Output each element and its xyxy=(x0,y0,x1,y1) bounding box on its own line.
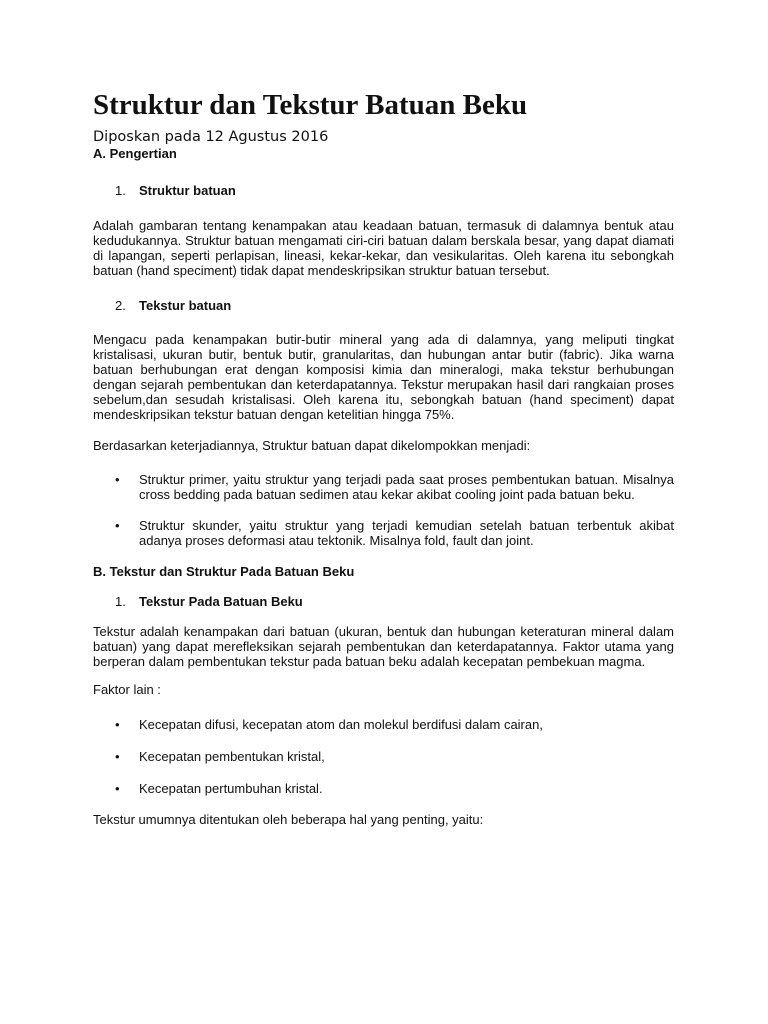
paragraph-tekstur-ditentukan: Tekstur umumnya ditentukan oleh beberapa hal yang penting, yaitu: xyxy=(93,812,484,827)
bullet-icon: • xyxy=(115,749,120,764)
paragraph-struktur: Adalah gambaran tentang kenampakan atau keadaan batuan, termasuk di dalamnya bentuk atau kedudukannya. Struktur batuan mengamati ciri-ciri batuan dalam berskala besar, yang dapat diamati di lapangan, seperti perlapisan, lineasi, kekar-kekar, dan vesikularitas. Oleh karena itu sebongkah batuan (hand speciment) tidak dapat mendeskripsikan struktur batuan tersebut. xyxy=(93,218,674,278)
bullet-list-faktor xyxy=(93,717,674,796)
section-b-heading: B. Tekstur dan Struktur Pada Batuan Beku xyxy=(93,564,355,579)
section-a-heading: A. Pengertian xyxy=(93,146,177,161)
numbered-item-tekstur-beku xyxy=(93,594,674,610)
list-item: • Kecepatan difusi, kecepatan atom dan molekul berdifusi dalam cairan, xyxy=(93,717,674,732)
bullet-icon: • xyxy=(115,472,120,487)
list-item: • Kecepatan pembentukan kristal, xyxy=(93,749,674,764)
list-item: • Kecepatan pertumbuhan kristal. xyxy=(93,781,674,796)
post-date: Diposkan pada 12 Agustus 2016 xyxy=(93,129,329,145)
numbered-item-tekstur xyxy=(93,298,674,314)
list-item: • Struktur skunder, yaitu struktur yang terjadi kemudian setelah batuan terbentuk akibat adanya proses deformasi atau tektonik. Misalnya fold, fault dan joint. xyxy=(93,518,674,548)
bullet-icon: • xyxy=(115,781,120,796)
numbered-item-struktur xyxy=(93,183,674,199)
paragraph-tekstur: Mengacu pada kenampakan butir-butir mineral yang ada di dalamnya, yang meliputi tingkat kristalisasi, ukuran butir, bentuk butir, granularitas, dan hubungan antar butir (fabric). Jika warna batuan berhubungan erat dengan komposisi kimia dan mineralogi, maka tekstur berhubungan dengan sejarah pembentukan dan keterdapatannya. Tekstur merupakan hasil dari rangkaian proses sebelum,dan sesudah kristalisasi. Oleh karena itu, sebongkah batuan (hand speciment) dapat mendeskripsikan tekstur batuan dengan ketelitian hingga 75%. xyxy=(93,332,674,422)
bullet-icon: • xyxy=(115,717,120,732)
item-number: 1. xyxy=(115,183,126,198)
item-label: Tekstur Pada Batuan Beku xyxy=(139,594,303,609)
paragraph-faktor-lain: Faktor lain : xyxy=(93,682,161,697)
bullet-list-struktur xyxy=(93,472,674,548)
document-title: Struktur dan Tekstur Batuan Beku xyxy=(93,89,528,121)
paragraph-tekstur-beku: Tekstur adalah kenampakan dari batuan (ukuran, bentuk dan hubungan keteraturan mineral dalam batuan) yang dapat merefleksikan sejarah pembentukan dan keterdapatannya. Faktor utama yang berperan dalam pembentukan tekstur pada batuan beku adalah kecepatan pembekuan magma. xyxy=(93,624,674,669)
item-number: 1. xyxy=(115,594,126,609)
item-label: Struktur batuan xyxy=(139,183,236,198)
item-label: Tekstur batuan xyxy=(139,298,232,313)
paragraph-klasifikasi: Berdasarkan keterjadiannya, Struktur batuan dapat dikelompokkan menjadi: xyxy=(93,438,531,453)
list-item: • Struktur primer, yaitu struktur yang terjadi pada saat proses pembentukan batuan. Misalnya cross bedding pada batuan sedimen atau kekar akibat cooling joint pada batuan beku. xyxy=(93,472,674,502)
item-number: 2. xyxy=(115,298,126,313)
bullet-icon: • xyxy=(115,518,120,533)
